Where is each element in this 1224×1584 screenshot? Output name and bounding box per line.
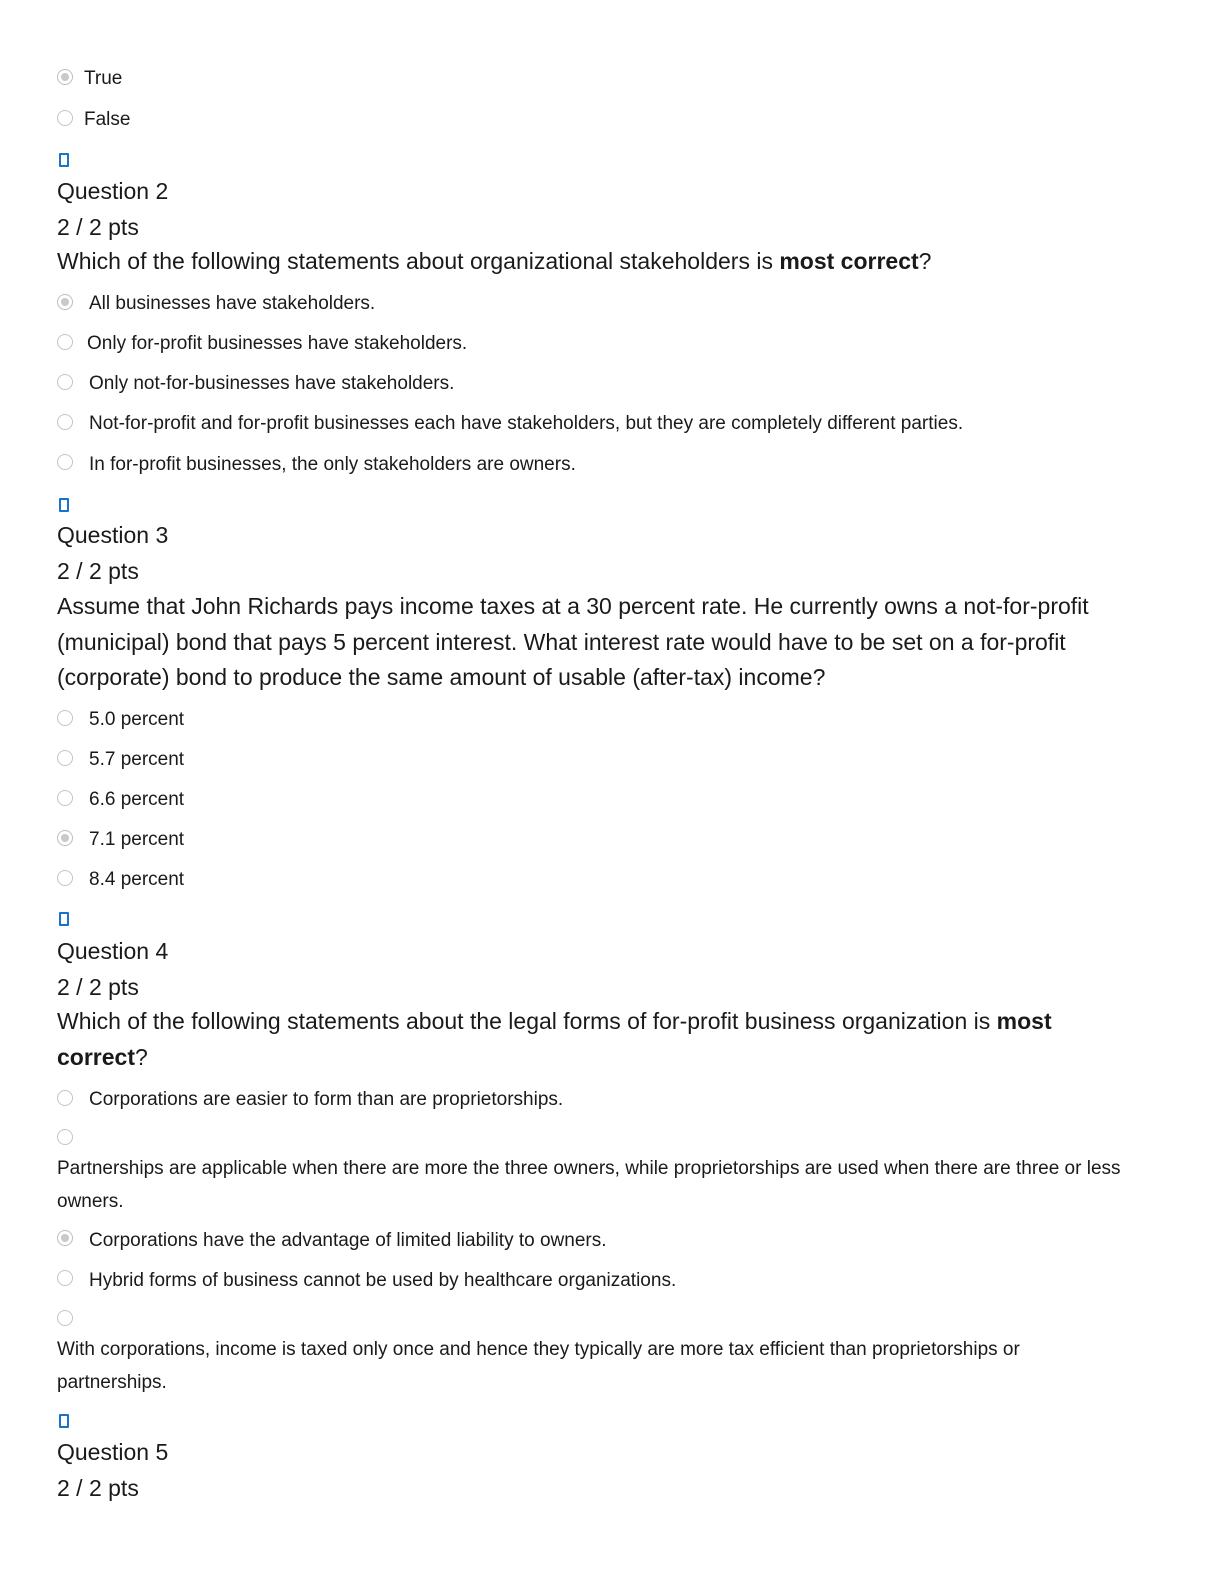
q4-radio-option-3[interactable] bbox=[57, 1230, 73, 1246]
q4-radio-option-5[interactable] bbox=[57, 1310, 73, 1326]
q2-radio-option-4[interactable] bbox=[57, 414, 73, 430]
flag-icon[interactable] bbox=[59, 1414, 69, 1428]
q2-radio-option-2[interactable] bbox=[57, 334, 73, 350]
q1-radio-true[interactable] bbox=[57, 69, 73, 85]
answer-label: 6.6 percent bbox=[89, 789, 185, 810]
answer-label: 5.0 percent bbox=[89, 709, 185, 730]
question-title: Question 4 bbox=[57, 938, 169, 964]
question-title: Question 5 bbox=[57, 1439, 169, 1465]
answer-label: 5.7 percent bbox=[89, 749, 185, 770]
question-text: Assume that John Richards pays income taxes at a 30 percent rate. He currently owns a not-for-profit (municipal) bond that pays 5 percent interest. What interest rate would have to be set on a for-profit (corporate) bond to produce the same amount of usable (after-tax) income? bbox=[57, 593, 1089, 690]
q3-radio-option-4[interactable] bbox=[57, 830, 73, 846]
q1-option-label: False bbox=[84, 109, 131, 130]
question-points: 2 / 2 pts bbox=[57, 214, 139, 240]
q4-radio-option-4[interactable] bbox=[57, 1270, 73, 1286]
answer-label: 7.1 percent bbox=[89, 829, 185, 850]
question-text: Which of the following statements about organizational stakeholders is most correct? bbox=[57, 248, 932, 274]
flag-icon[interactable] bbox=[59, 498, 69, 512]
q2-radio-option-3[interactable] bbox=[57, 374, 73, 390]
answer-label: Hybrid forms of business cannot be used by healthcare organizations. bbox=[89, 1270, 677, 1291]
answer-label: Not-for-profit and for-profit businesses each have stakeholders, but they are completely different parties. bbox=[89, 413, 964, 434]
q2-radio-option-5[interactable] bbox=[57, 454, 73, 470]
question-points: 2 / 2 pts bbox=[57, 974, 139, 1000]
answer-label: Only for-profit businesses have stakeholders. bbox=[87, 333, 468, 354]
answer-label: Partnerships are applicable when there are more the three owners, while proprietorships are used when there are three or less owners. bbox=[57, 1158, 1121, 1212]
answer-label: All businesses have stakeholders. bbox=[89, 293, 376, 314]
q2-radio-option-1[interactable] bbox=[57, 294, 73, 310]
q3-radio-option-3[interactable] bbox=[57, 790, 73, 806]
q3-radio-option-1[interactable] bbox=[57, 710, 73, 726]
q4-radio-option-2[interactable] bbox=[57, 1129, 73, 1145]
q1-option-label: True bbox=[84, 68, 123, 89]
answer-label: 8.4 percent bbox=[89, 869, 185, 890]
flag-icon[interactable] bbox=[59, 153, 69, 167]
question-points: 2 / 2 pts bbox=[57, 558, 139, 584]
question-title: Question 3 bbox=[57, 522, 169, 548]
q4-radio-option-1[interactable] bbox=[57, 1090, 73, 1106]
flag-icon[interactable] bbox=[59, 912, 69, 926]
q3-radio-option-2[interactable] bbox=[57, 750, 73, 766]
answer-label: Only not-for-businesses have stakeholders. bbox=[89, 373, 455, 394]
answer-label: Corporations are easier to form than are proprietorships. bbox=[89, 1089, 564, 1110]
question-title: Question 2 bbox=[57, 178, 169, 204]
q1-radio-false[interactable] bbox=[57, 110, 73, 126]
question-points: 2 / 2 pts bbox=[57, 1475, 139, 1501]
question-text: Which of the following statements about the legal forms of for-profit business organization is most correct? bbox=[57, 1008, 1052, 1070]
answer-label: With corporations, income is taxed only once and hence they typically are more tax efficient than proprietorships or partnerships. bbox=[57, 1339, 1020, 1393]
q3-radio-option-5[interactable] bbox=[57, 870, 73, 886]
answer-label: Corporations have the advantage of limited liability to owners. bbox=[89, 1230, 607, 1251]
answer-label: In for-profit businesses, the only stakeholders are owners. bbox=[89, 454, 576, 475]
